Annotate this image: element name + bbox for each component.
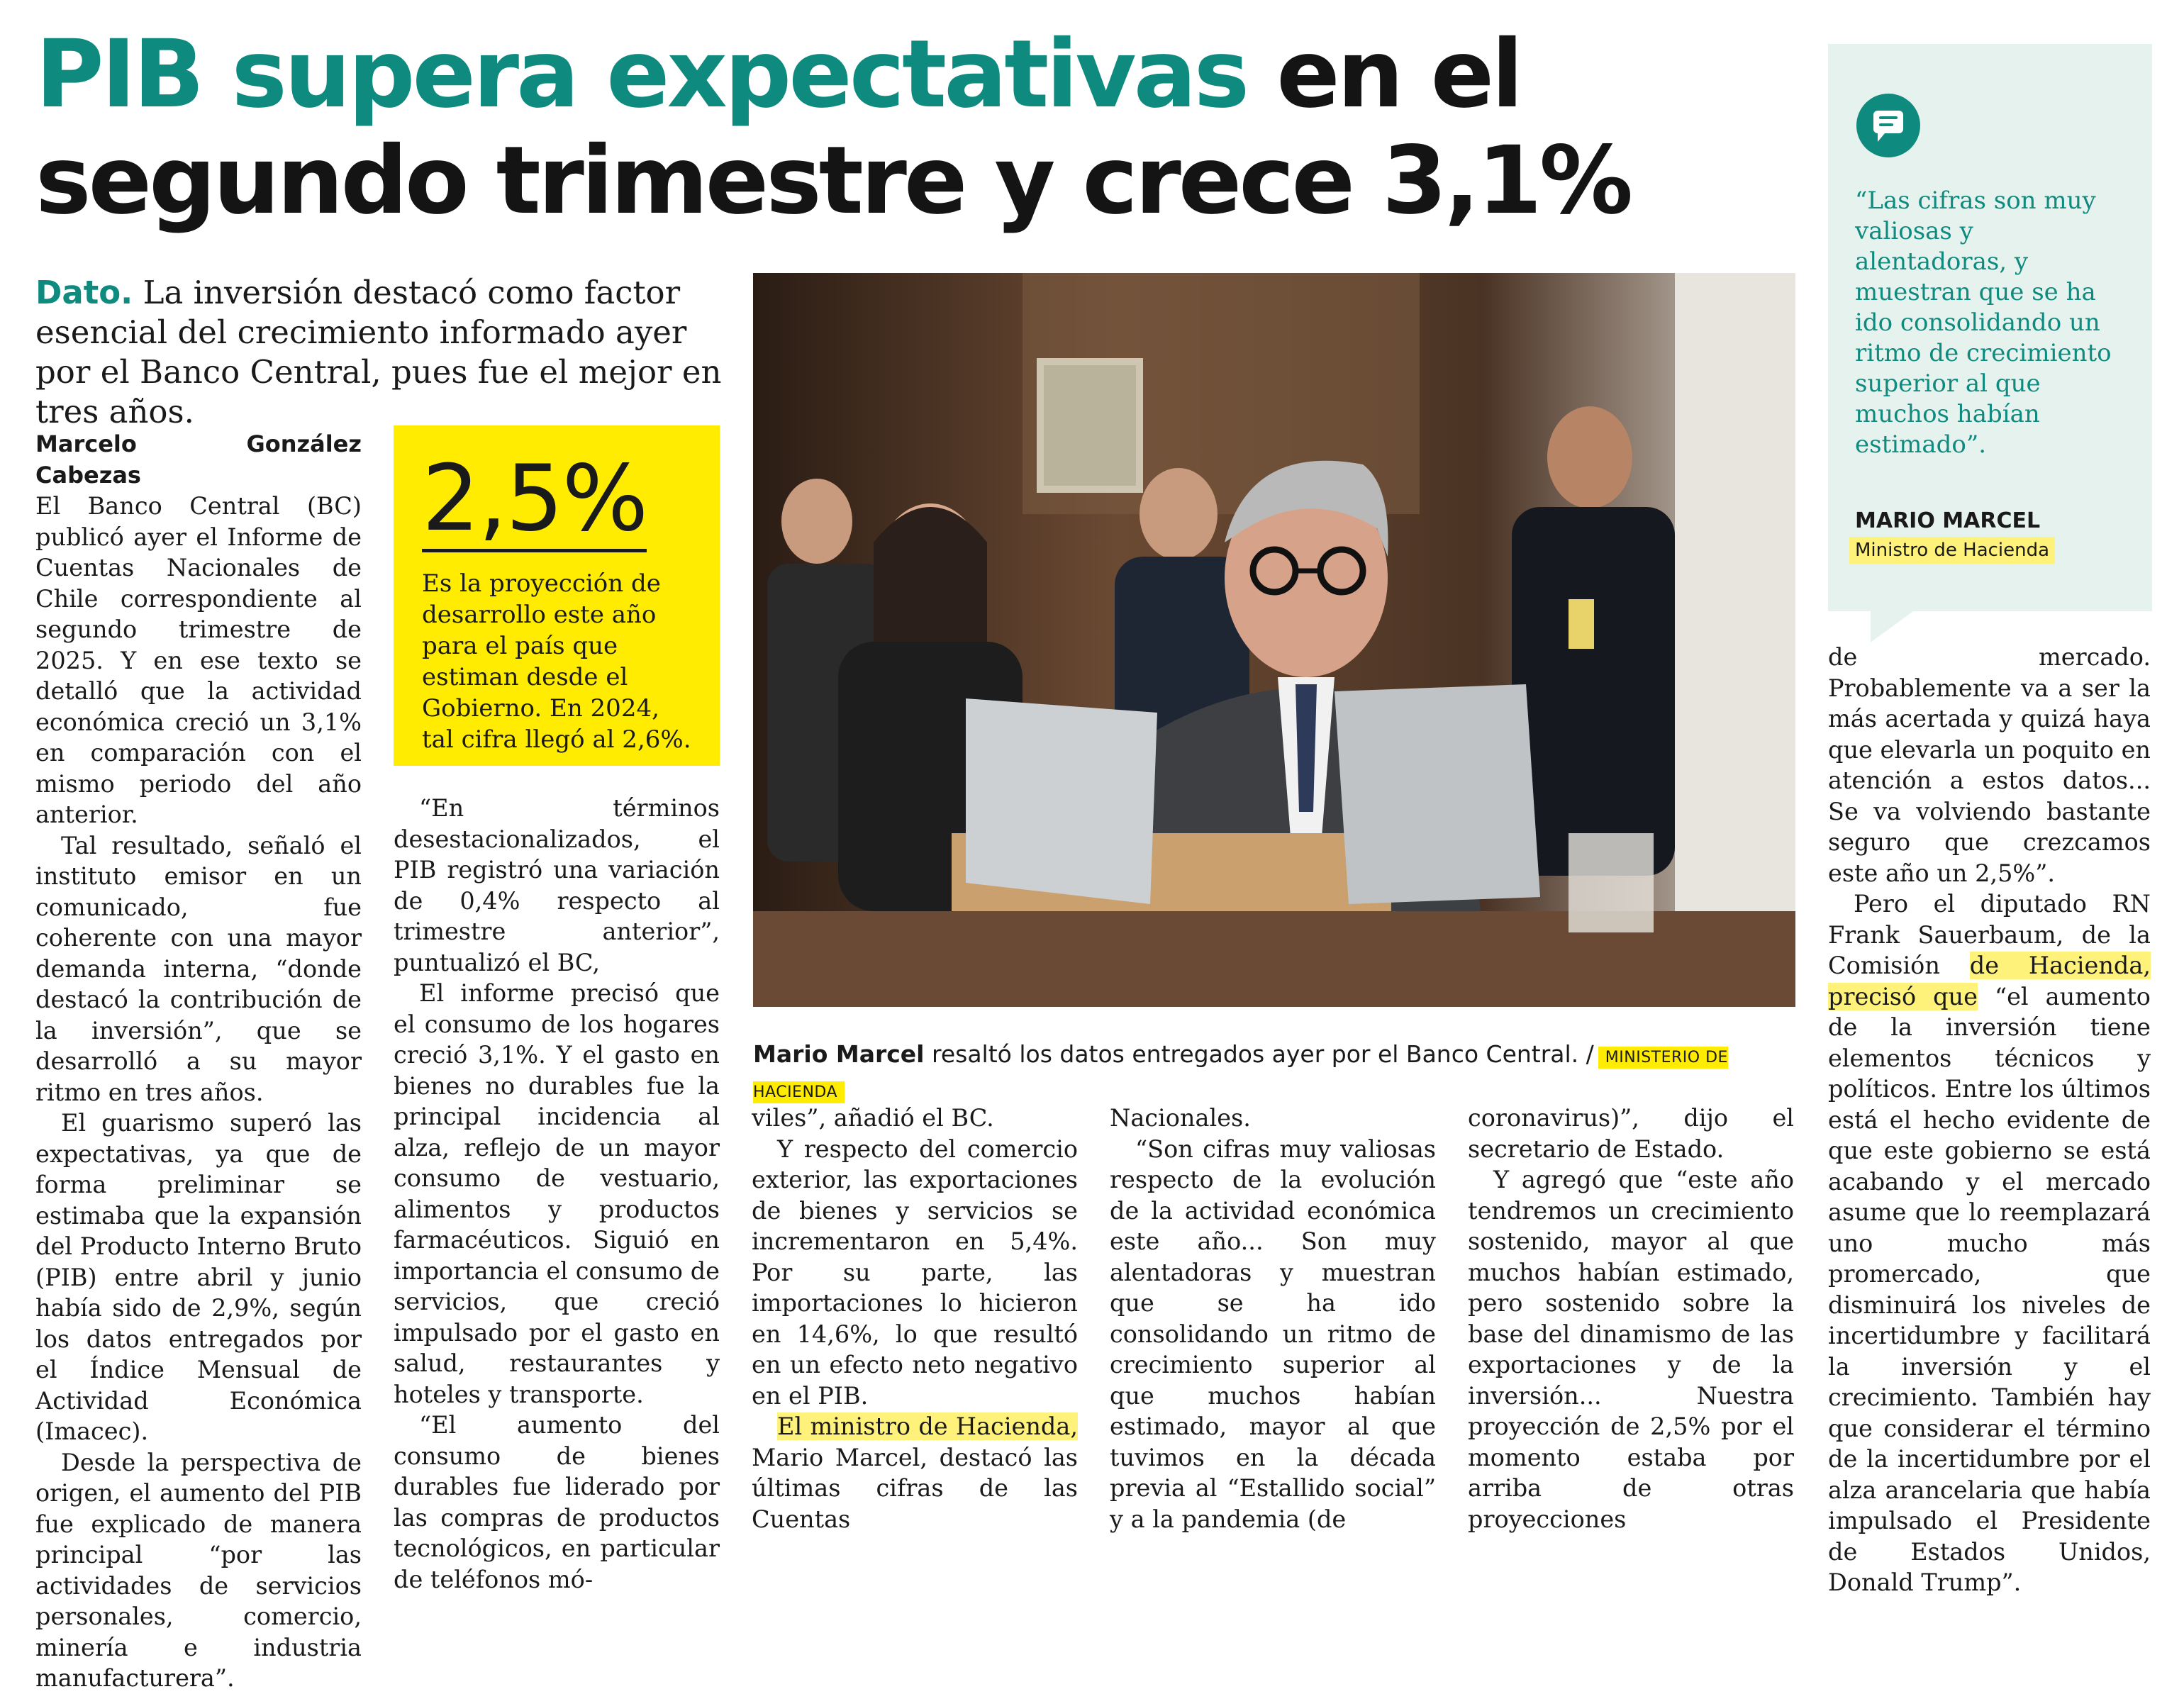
fact-box	[394, 425, 720, 766]
paragraph: “En términos desestacionalizados, el PIB registró una variación de 0,4% respecto al trimestre anterior”, puntualizó el BC,	[394, 794, 720, 976]
paragraph	[1828, 888, 2151, 1598]
photo-illustration	[753, 273, 1795, 1007]
photo-caption	[753, 1039, 1795, 1108]
headline-rest: en el segundo trimestre y crece 3,1%	[35, 20, 1631, 235]
speech-bubble-icon	[1856, 94, 1920, 157]
news-photo	[753, 273, 1795, 1007]
quote-tail	[1871, 611, 1913, 642]
article-column-2	[394, 793, 720, 1595]
paragraph: El Banco Central (BC) publicó ayer el Informe de Cuentas Nacionales de Chile correspondiente al segundo trimestre de 2025. Y en ese texto se detalló que la actividad económica creció un 3,1% en comparación con el mismo periodo del año anterior.	[35, 492, 362, 828]
article-column-4	[1110, 1103, 1436, 1534]
paragraph: de mercado. Probablemente va a ser la más acertada y quizá haya que elevarla un poquito en atención a estos datos... Se va volviendo bastante seguro que crezcamos este año un 2,5%”.	[1828, 643, 2151, 887]
paragraph: “Son cifras muy valiosas respecto de la evolución de la actividad económica este año... Son muy alentadoras y muestran que se ha ido consolidando un ritmo de crecimiento superior al que muchos habían estimado, mayor al que tuvimos en la década previa al “Estallido social” y a la pandemia (de	[1110, 1135, 1436, 1533]
paragraph: Y respecto del comercio exterior, las exportaciones de bienes y servicios se incrementaron en 5,4%. Por su parte, las importaciones lo hicieron en 14,6%, lo que resultó en un efecto neto negativo en el PIB.	[752, 1135, 1078, 1410]
pull-quote-role: Ministro de Hacienda	[1849, 537, 2055, 564]
article-column-3	[752, 1103, 1078, 1534]
deck-text: La inversión destacó como factor esencial del crecimiento informado ayer por el Banco Central, pues fue el mejor en tres años.	[35, 274, 722, 430]
article-column-6	[1828, 642, 2151, 1598]
paragraph: viles”, añadió el BC.	[752, 1104, 994, 1132]
photo-credit: MINISTERIO DE HACIENDA	[753, 1047, 1728, 1103]
paragraph-continuation: “el aumento de la inversión tiene elementos técnicos y políticos. Entre los últimos está el hecho evidente de que este gobierno se está acabando y el mercado asume que lo reemplazará uno mucho más promercado, que disminuirá los niveles de incertidumbre y facilitará la inversión y el crecimiento. También hay que considerar el término de la incertidumbre por el alza arancelaria que había impulsado el Presidente de Estados Unidos, Donald Trump”.	[1828, 982, 2151, 1596]
paragraph: Desde la perspectiva de origen, el aumento del PIB fue explicado de manera principal “por las actividades de servicios personales, comercio, minería e industria manufacturera”.	[35, 1448, 362, 1692]
deck	[35, 273, 730, 432]
paragraph	[752, 1411, 1078, 1534]
paragraph: “El aumento del consumo de bienes durables fue liderado por las compras de productos tecnológicos, en particular de teléfonos mó-	[394, 1411, 720, 1593]
article-column-5	[1468, 1103, 1794, 1534]
caption-subject: Mario Marcel	[753, 1040, 925, 1068]
byline: Marcelo González Cabezas	[35, 430, 362, 489]
pull-quote-text: “Las cifras son muy valiosas y alentadoras, y muestran que se ha ido consolidando un ritmo de crecimiento superior al que muchos habían estimado”.	[1855, 186, 2112, 459]
paragraph-continuation: Mario Marcel, destacó las últimas cifras de las Cuentas	[752, 1443, 1078, 1533]
caption-text: resaltó los datos entregados ayer por el Banco Central. /	[932, 1040, 1594, 1068]
pull-quote-box	[1828, 44, 2152, 611]
highlighted-text: de Hacienda, precisó que	[1828, 952, 2151, 1010]
deck-lead: Dato.	[35, 274, 133, 311]
paragraph: El informe precisó que el consumo de los hogares creció 3,1%. Y el gasto en bienes no durables fue la principal incidencia al alza, reflejo de un mayor consumo de vestuario, alimentos y productos farmacéuticos. Siguió en importancia el consumo de servicios, que creció impulsado por el gasto en salud, restaurantes y hoteles y transporte.	[394, 979, 720, 1408]
pull-quote-author: MARIO MARCEL	[1855, 508, 2041, 533]
paragraph: coronavirus)”, dijo el secretario de Estado.	[1468, 1104, 1794, 1163]
highlighted-text: El ministro de Hacienda,	[777, 1412, 1078, 1440]
paragraph: Tal resultado, señaló el instituto emisor en un comunicado, fue coherente con una mayor demanda interna, “donde destacó la contribución de la inversión”, que se desarrolló a su mayor ritmo en tres años.	[35, 831, 362, 1106]
paragraph: Nacionales.	[1110, 1104, 1251, 1132]
paragraph-text: Pero el diputado RN Frank Sauerbaum, de la Comisión	[1828, 890, 2151, 979]
article-column-1	[35, 429, 362, 1694]
fact-text: Es la proyección de desarrollo este año para el país que estiman desde el Gobierno. En 2024, tal cifra llegó al 2,6%.	[422, 569, 691, 754]
paragraph: Y agregó que “este año tendremos un crecimiento sostenido, mayor al que muchos habían estimado, pero sostenido sobre la base del dinamismo de las exportaciones y de la inversión... Nuestra proyección de 2,5% por el momento estaba por arriba de otras proyecciones	[1468, 1166, 1794, 1533]
headline-accent: PIB supera expectativas	[35, 20, 1247, 129]
fact-number: 2,5%	[422, 446, 647, 552]
headline	[35, 21, 1822, 234]
paragraph: El guarismo superó las expectativas, ya que de forma preliminar se estimaba que la expansión del Producto Interno Bruto (PIB) entre abril y junio había sido de 2,9%, según los datos entregados por el Índice Mensual de Actividad Económica (Imacec).	[35, 1109, 362, 1445]
